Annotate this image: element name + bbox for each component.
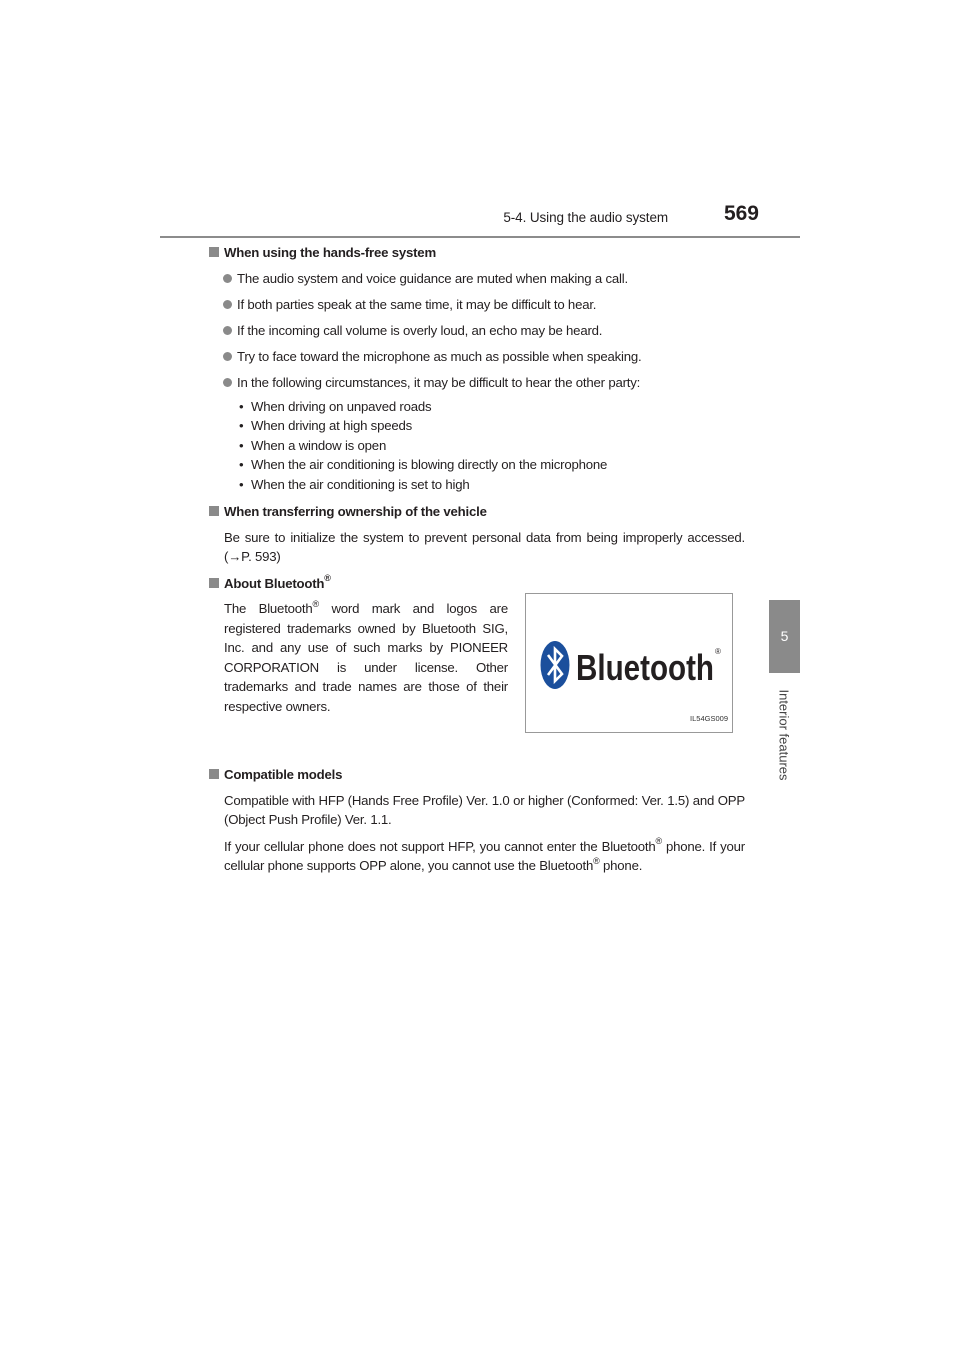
sub-list-item: • When the air conditioning is blowing directly on the microphone [239,457,608,472]
registered-mark: ® [655,836,662,847]
circle-bullet-icon [223,300,232,309]
about-bluetooth-block [209,599,745,759]
bluetooth-logo-figure [525,593,733,733]
sub-list-item: • When driving on unpaved roads [239,398,432,414]
circle-bullet-icon [223,352,232,361]
compatible-text-1: Compatible with HFP (Hands Free Profile) Ver. 1.0 or higher (Conformed: Ver. 1.5) and OPP (Object Push Profile) Ver. 1.1. [224,792,745,827]
heading-ownership: When transferring ownership of the vehicle [209,502,745,522]
registered-mark: ® [593,855,600,866]
chapter-tab: 5 [769,600,800,673]
bluetooth-logo-icon [538,638,724,694]
circle-bullet-icon [223,274,232,283]
sub-list-item: • When a window is open [239,437,387,453]
list-item: The audio system and voice guidance are muted when making a call. [209,269,745,289]
page-number: 569 [723,202,759,225]
sub-list [209,397,745,495]
chapter-label: Interior features [776,689,792,781]
registered-mark: ® [324,573,331,584]
circle-bullet-icon [223,326,232,335]
heading-handsfree: When using the hands-free system [209,243,745,263]
sub-list-item: • When the air conditioning is set to high [239,476,470,492]
sub-list-item: • When driving at high speeds [239,418,413,433]
heading-about-bluetooth: About Bluetooth® [209,574,745,594]
page-header [160,200,800,238]
square-bullet-icon [209,578,219,588]
list-item: If both parties speak at the same time, it may be difficult to hear. [209,295,745,315]
circle-bullet-icon [223,378,232,387]
list-item: In the following circumstances, it may be difficult to hear the other party: [209,373,745,393]
figure-code: IL54GS009 [690,713,728,723]
page-content [209,243,745,883]
list-item: If the incoming call volume is overly loud, an echo may be heard. [209,321,745,341]
about-bluetooth-text: The Bluetooth® word mark and logos are registered trademarks owned by Bluetooth SIG, Inc. and any use of such marks by PIONEER CORPORATION is under license. Other trademarks and trade names are those of their respective owners. [224,598,509,714]
heading-compatible: Compatible models [209,765,745,785]
square-bullet-icon [209,247,219,257]
compatible-text-2: If your cellular phone does not support HFP, you cannot enter the Bluetooth® phone. If your cellular phone supports OPP alone, you cannot use the Bluetooth® phone. [224,836,746,873]
square-bullet-icon [209,769,219,779]
ownership-text: Be sure to initialize the system to prevent personal data from being improperly accessed. (→P. 593) [224,529,745,564]
bluetooth-wordmark: Bluetooth [576,647,714,688]
list-item: Try to face toward the microphone as much as possible when speaking. [209,347,745,367]
registered-mark: ® [715,647,721,656]
section-title: 5-4. Using the audio system [503,210,668,225]
square-bullet-icon [209,506,219,516]
registered-mark: ® [312,598,319,609]
